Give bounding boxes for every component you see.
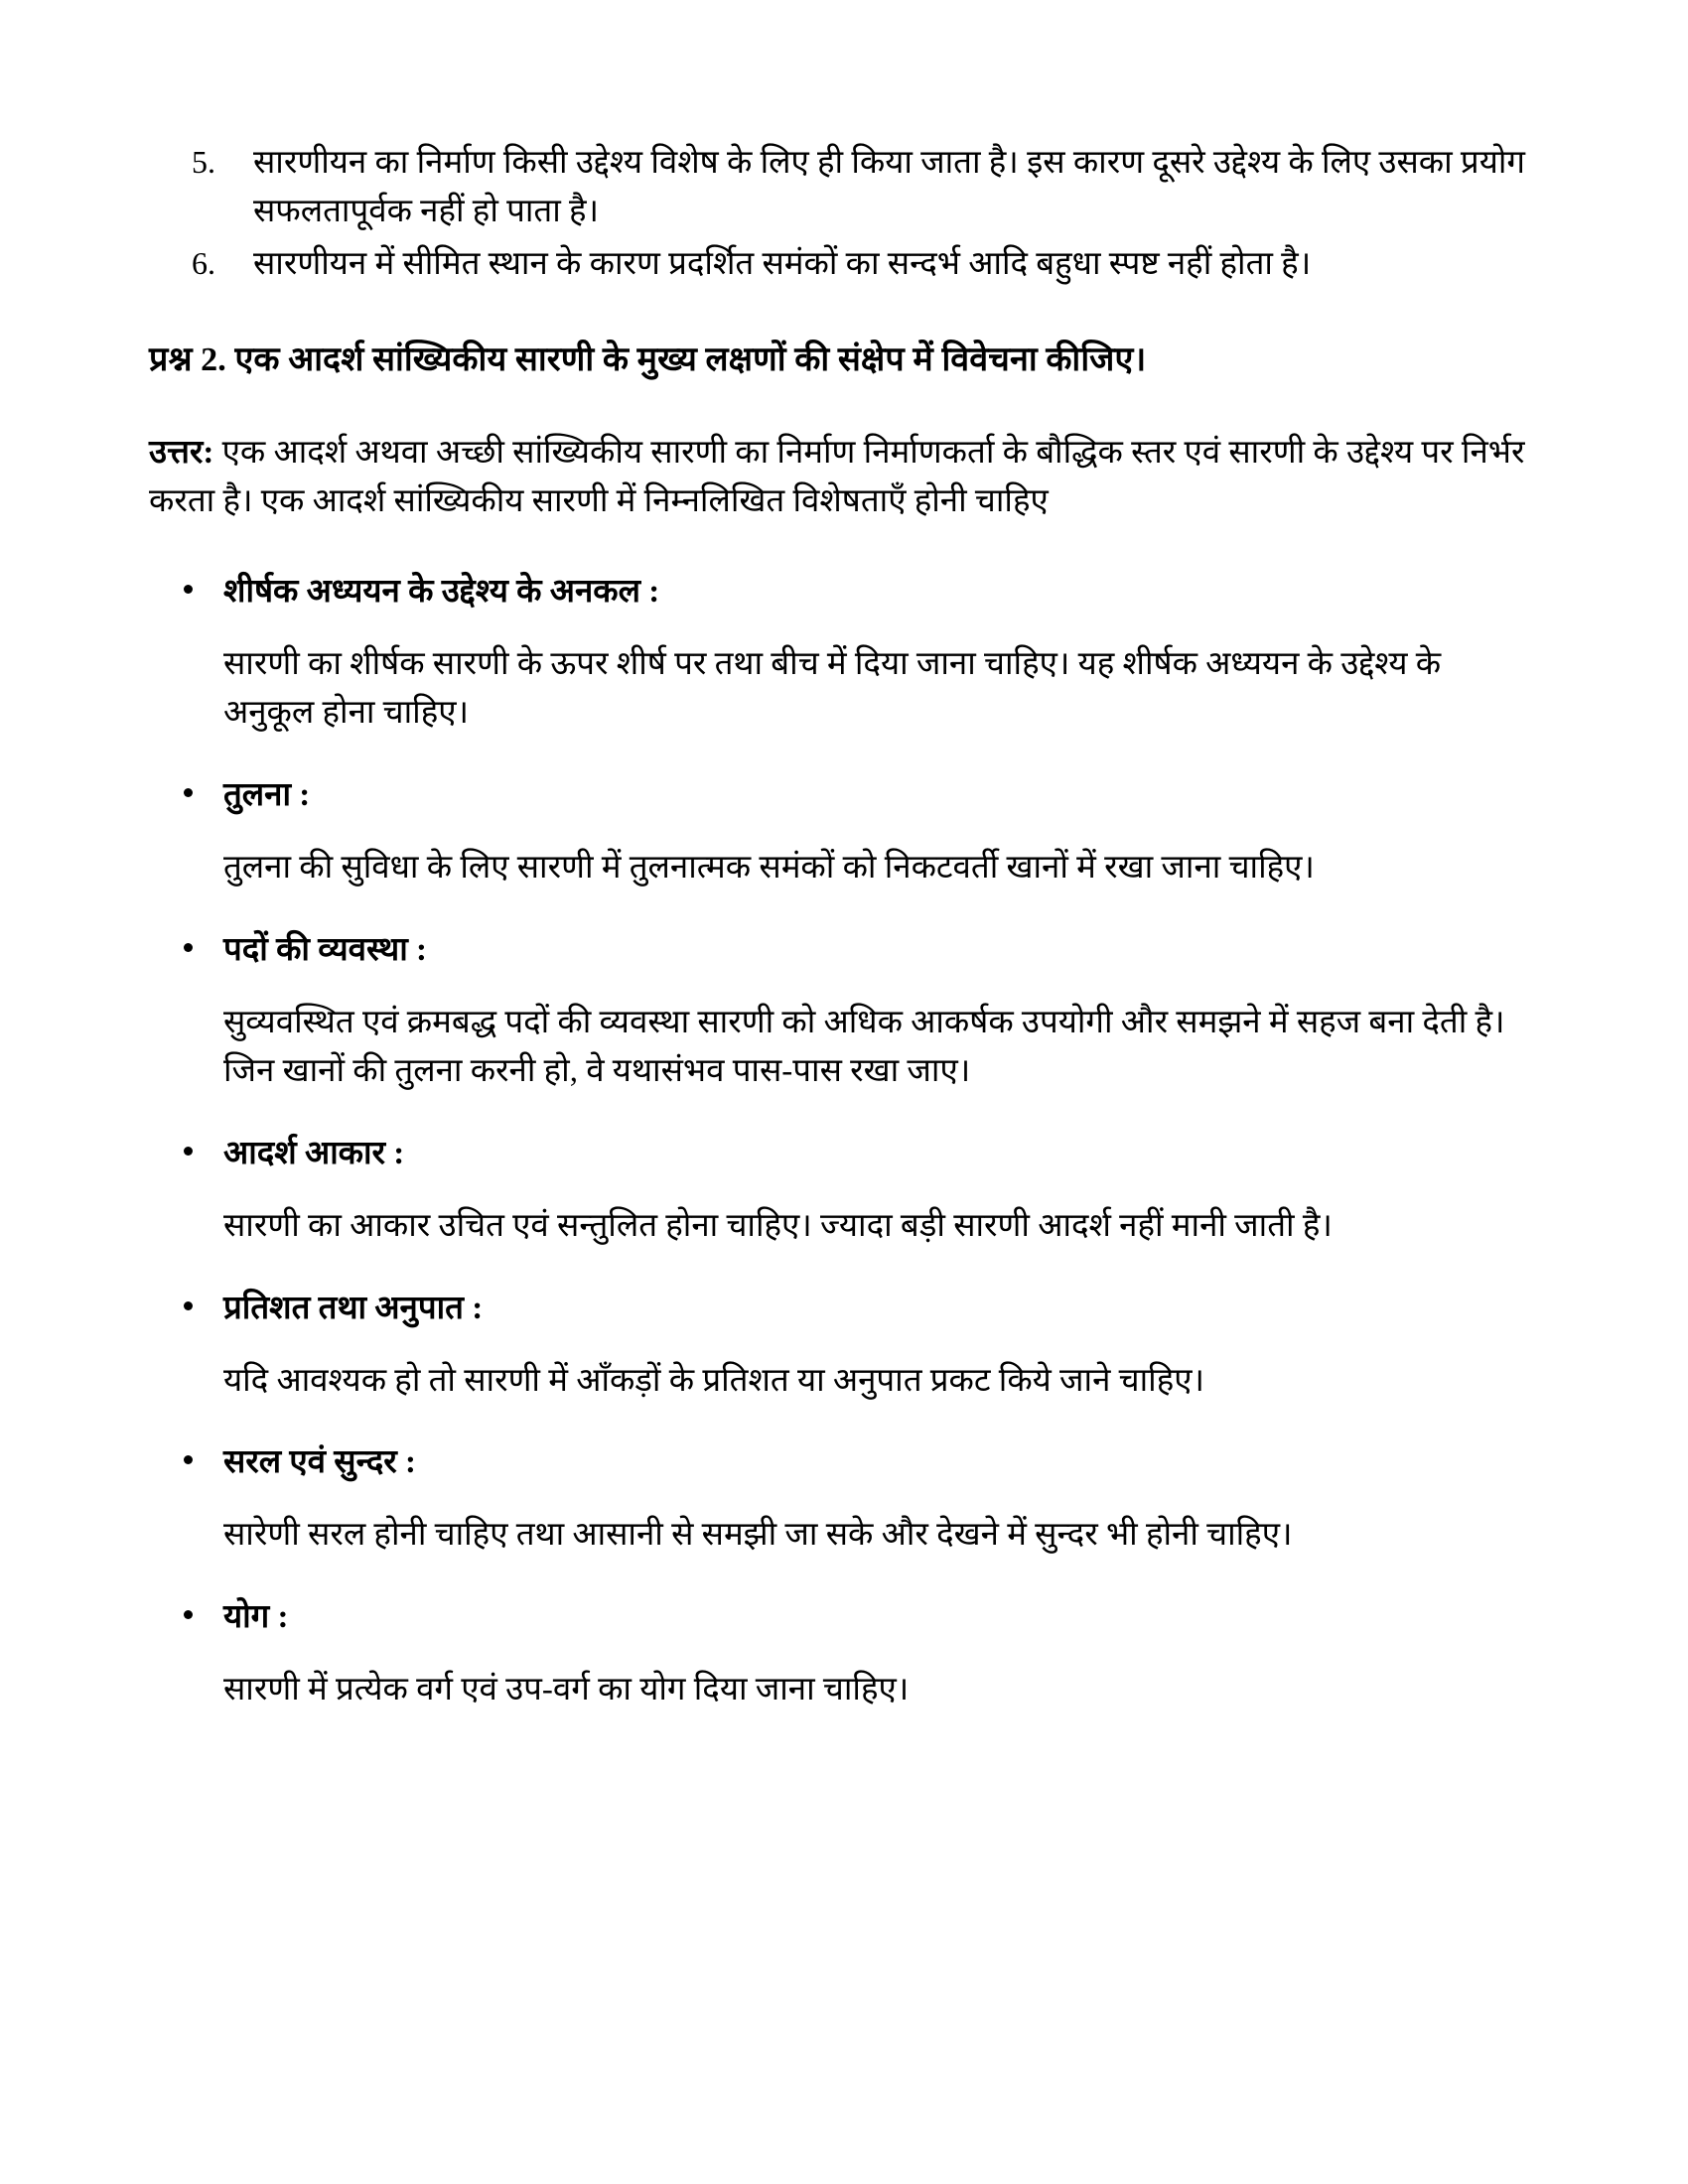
feature-body: यदि आवश्यक हो तो सारणी में आँकड़ों के प्रतिशत या अनुपात प्रकट किये जाने चाहिए। [223,1362,1204,1399]
list-item-number: 5. [192,144,215,180]
feature-item-comparison [184,772,1539,893]
feature-title: सरल एवं सुन्दर : [223,1444,417,1481]
bullet-icon [184,788,193,797]
list-item-number: 6. [192,244,215,281]
feature-item-heading-purpose [184,569,1539,739]
feature-item-percentage-ratio [184,1286,1539,1407]
feature-title: तुलना : [223,776,311,813]
feature-body: सारणी का आकार उचित एवं सन्तुलित होना चाहिए। ज्यादा बड़ी सारणी आदर्श नहीं मानी जाती है। [223,1208,1333,1245]
answer-text: एक आदर्श अथवा अच्छी सांख्यिकीय सारणी का निर्माण निर्माणकर्ता के बौद्धिक स्तर एवं सारणी के उद्देश्य पर निर्भर करता है। एक आदर्श सांख्यिकीय सारणी में निम्नलिखित विशेषताएँ होनी चाहिए [149,434,1525,520]
bullet-icon [184,943,193,952]
bullet-icon [184,585,193,594]
feature-list [184,569,1539,1715]
feature-item-arrangement [184,927,1539,1097]
list-item-text: सारणीयन का निर्माण किसी उद्देश्य विशेष के लिए ही किया जाता है। इस कारण दूसरे उद्देश्य के लिए उसका प्रयोग सफलतापूर्वक नहीं हो पाता है। [253,145,1525,229]
feature-body: सुव्यवस्थित एवं क्रमबद्ध पदों की व्यवस्था सारणी को अधिक आकर्षक उपयोगी और समझने में सहज बना देती है। जिन खानों की तुलना करनी हो, वे यथासंभव पास-पास रखा जाए। [223,1004,1505,1090]
feature-item-ideal-size [184,1131,1539,1252]
feature-title: प्रतिशत तथा अनुपात : [223,1290,484,1326]
list-item-text: सारणीयन में सीमित स्थान के कारण प्रदर्शित समंकों का सन्दर्भ आदि बहुधा स्पष्ट नहीं होता है। [253,245,1312,282]
question-heading: प्रश्न 2. एक आदर्श सांख्यिकीय सारणी के मुख्य लक्षणों की संक्षेप में विवेचना कीजिए। [149,341,1147,379]
numbered-list [184,139,1539,288]
list-item [184,240,1539,289]
bullet-icon [184,1301,193,1310]
feature-body: सारणी का शीर्षक सारणी के ऊपर शीर्ष पर तथा बीच में दिया जाना चाहिए। यह शीर्षक अध्ययन के उद्देश्य के अनुकूल होना चाहिए। [223,645,1442,732]
feature-item-simple-beautiful [184,1439,1539,1561]
bullet-icon [184,1610,193,1619]
feature-title: आदर्श आकार : [223,1135,405,1171]
bullet-icon [184,1147,193,1156]
list-item [184,139,1539,236]
answer-paragraph [149,429,1539,527]
feature-body: सारणी में प्रत्येक वर्ग एवं उप-वर्ग का योग दिया जाना चाहिए। [223,1672,910,1708]
feature-body: तुलना की सुविधा के लिए सारणी में तुलनात्मक समंकों को निकटवर्ती खानों में रखा जाना चाहिए। [223,850,1315,887]
feature-title: शीर्षक अध्ययन के उद्देश्य के अनकल : [223,573,660,610]
feature-body: सारेणी सरल होनी चाहिए तथा आसानी से समझी जा सके और देखने में सुन्दर भी होनी चाहिए। [223,1517,1293,1554]
feature-item-total [184,1594,1539,1715]
answer-label: उत्तर: [149,434,214,471]
feature-title: पदों की व्यवस्था : [223,931,428,968]
feature-title: योग : [223,1598,289,1635]
